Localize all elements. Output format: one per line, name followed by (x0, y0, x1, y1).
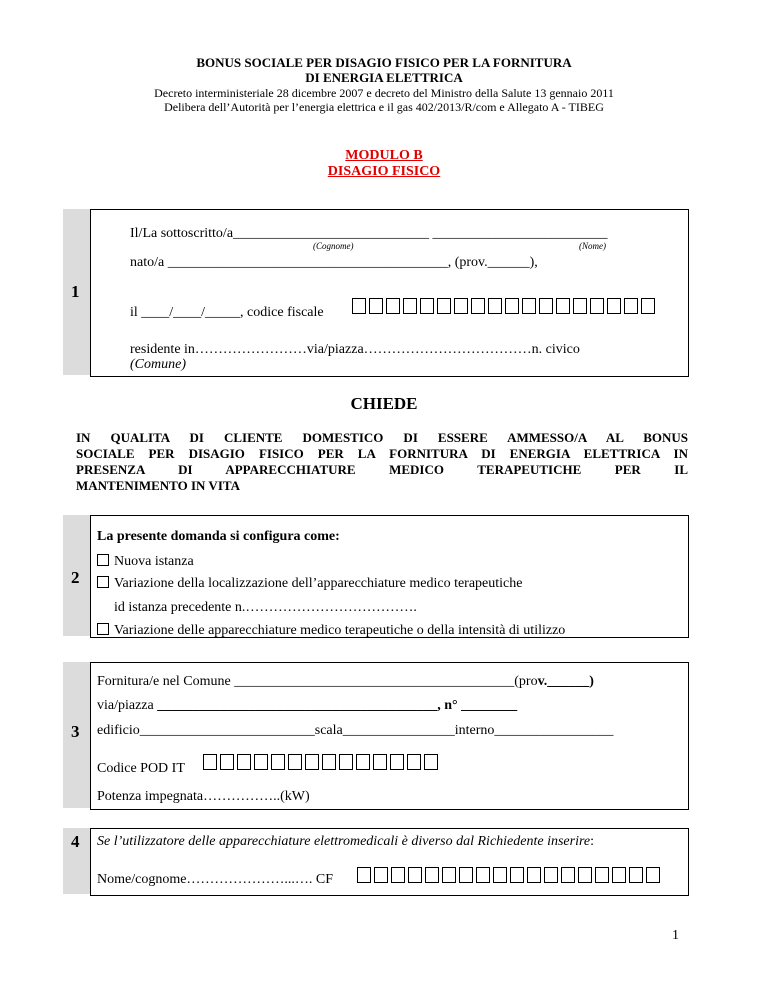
via-fornitura-line[interactable] (97, 698, 517, 714)
codice-fiscale-cells[interactable] (352, 298, 655, 314)
delibera-line: Delibera dell’Autorità per l’energia elettrica e il gas 402/2013/R/com e Allegato A - TIBEG (164, 100, 604, 114)
pod-label: Codice POD IT (97, 761, 185, 776)
pod-cells[interactable] (203, 754, 438, 770)
section-2-number: 2 (71, 568, 80, 587)
option-nuova-istanza[interactable] (97, 554, 194, 570)
comune-fornitura-line[interactable] (97, 674, 594, 690)
section-4-heading-text: Se l’utilizzatore delle apparecchiature elettromedicali è diverso dal Richiedente inserire (97, 834, 591, 849)
option-variazione-apparecchiature[interactable] (97, 623, 565, 639)
id-istanza-line[interactable]: id istanza precedente n.………………………………. (114, 600, 417, 615)
nato-line[interactable]: nato/a ________________________________________, (prov.______), (130, 255, 538, 270)
nascita-cf-line[interactable]: il ____/____/_____, codice fiscale (130, 305, 324, 320)
checkbox-icon[interactable] (97, 554, 109, 566)
section-1-number: 1 (71, 282, 80, 301)
module-name: MODULO B (345, 148, 423, 163)
request-line-1: IN QUALITA DI CLIENTE DOMESTICO DI ESSERE AMMESSO/A AL BONUS (76, 430, 688, 445)
chiede-heading: CHIEDE (350, 394, 418, 413)
utilizzatore-line[interactable]: Nome/cognome…………………...…. CF (97, 872, 334, 887)
request-line-2: SOCIALE PER DISAGIO FISICO PER LA FORNITURA DI ENERGIA ELETTRICA IN (76, 446, 688, 461)
module-subtitle: DISAGIO FISICO (327, 164, 441, 179)
request-line-4: MANTENIMENTO IN VITA (76, 478, 240, 493)
via-blank: ________________________________________, n° ________ (157, 698, 518, 713)
option-label: Variazione delle apparecchiature medico terapeutiche o della intensità di utilizzo (114, 623, 566, 638)
title-line-1: BONUS SOCIALE PER DISAGIO FISICO PER LA FORNITURA (196, 55, 572, 70)
title-line-2: DI ENERGIA ELETTRICA (305, 70, 463, 85)
via-label: via/piazza (97, 698, 154, 713)
checkbox-icon[interactable] (97, 576, 109, 588)
section-4-colon: : (590, 834, 595, 849)
section-3-number: 3 (71, 722, 80, 741)
section-2-heading: La presente domanda si configura come: (97, 529, 340, 544)
cognome-label: (Cognome) (313, 241, 354, 251)
nome-label: (Nome) (579, 241, 606, 251)
prov-text: v.______) (537, 674, 594, 689)
section-4-heading (97, 834, 594, 850)
potenza-line[interactable]: Potenza impegnata……………..(kW) (97, 789, 310, 804)
edificio-line[interactable]: edificio_________________________scala________________interno_________________ (97, 723, 614, 738)
request-paragraph (76, 430, 688, 494)
section-4-number: 4 (71, 832, 80, 851)
option-variazione-localizzazione[interactable] (97, 576, 522, 592)
sottoscritto-line[interactable]: Il/La sottoscritto/a____________________________ _________________________ (130, 226, 608, 241)
request-line-3: PRESENZA DI APPARECCHIATURE MEDICO TERAPEUTICHE PER IL (76, 462, 688, 477)
decree-line: Decreto interministeriale 28 dicembre 2007 e decreto del Ministro della Salute 13 gennaio 2011 (154, 86, 614, 100)
comune-fornitura-text: Fornitura/e nel Comune ________________________________________(pro (97, 674, 538, 689)
option-label: Nuova istanza (114, 554, 194, 569)
comune-label: (Comune) (130, 357, 186, 372)
checkbox-icon[interactable] (97, 623, 109, 635)
utilizzatore-cf-cells[interactable] (357, 867, 660, 883)
page-number: 1 (672, 928, 679, 943)
residenza-line[interactable]: residente in……………………via/piazza………………………………n. civico (130, 342, 580, 357)
option-label: Variazione della localizzazione dell’apparecchiature medico terapeutiche (114, 576, 523, 591)
